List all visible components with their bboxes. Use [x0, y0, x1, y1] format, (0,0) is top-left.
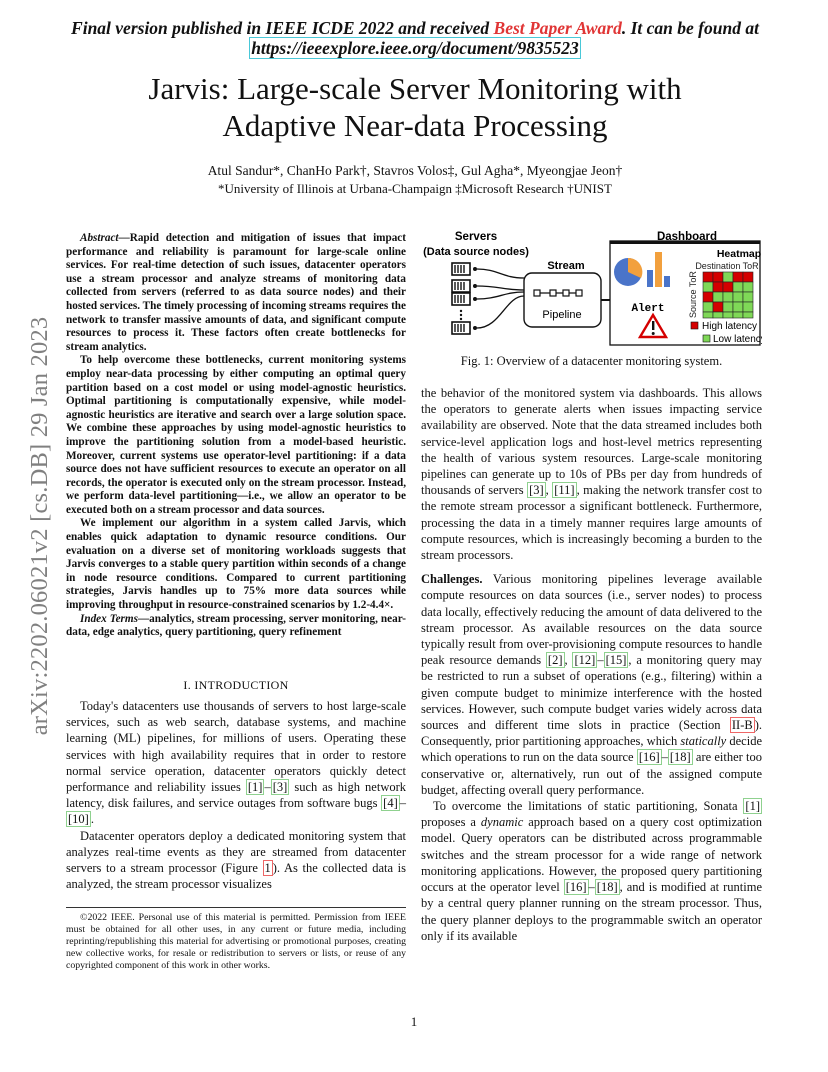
citation-link[interactable]: [3]: [529, 483, 544, 498]
pipeline-label: Pipeline: [542, 309, 582, 321]
author-list: Atul Sandur*, ChanHo Park†, Stavros Volos‡, Gul Agha*, Myeongjae Jeon†: [207, 163, 623, 178]
stream-label: Stream: [547, 260, 585, 272]
citation-link[interactable]: [18]: [669, 750, 691, 765]
copyright-footnote: ©2022 IEEE. Personal use of this material is permitted. Permission from IEEE must be obtained for all other uses, in any current or future media, including reprinting/republishing this material for advertising or promotional purposes, creating new collective works, for resale or redistribution to servers or lists, or reuse of any copyrighted component of this work in other works.: [66, 907, 406, 972]
publication-banner: [70, 18, 760, 58]
citation-link[interactable]: [10]: [68, 812, 89, 827]
abstract: [66, 232, 406, 640]
right-text: approach based on a query cost optimization model. Query operators can be distributed across programmable switches and the stream processor for a wide range of network monitoring applications. However, the proposed query partitioning occurs at the operator level: [421, 815, 762, 895]
intro-text: .: [90, 812, 94, 827]
citation-link[interactable]: [12]: [574, 653, 596, 668]
server-icon: [452, 280, 477, 292]
right-p3: [421, 798, 762, 944]
figure-ref-link[interactable]: 1: [264, 861, 271, 876]
abstract-text-1: —Rapid detection and mitigation of issues that impact performance and reliability is paramount for large-scale online services. For real-time detection of such issues, datacenter operators use a stream processor and analyze streams of monitoring data collected from servers (referred to as data source nodes) and their hosted services. The timely processing of incoming streams requires the network to transfer massive amounts of data, and significant compute resources to process it. These factors often create bottlenecks for stream analytics.: [66, 232, 406, 353]
affiliations: *University of Illinois at Urbana-Champaign ‡Microsoft Research †UNIST: [218, 181, 612, 196]
server-connectors: [477, 269, 524, 328]
ellipsis-icon: [460, 310, 462, 320]
dashboard-label: Dashboard: [656, 231, 718, 243]
heatmap-label: Heatmap: [716, 248, 762, 260]
intro-text: ). As the collected data is analyzed, the stream processor visualizes: [66, 861, 406, 892]
award-text: Best Paper Award: [493, 18, 622, 38]
right-p1: [421, 385, 762, 563]
index-terms-text: —analytics, stream processing, server monitoring, near-data, edge analytics, query partitioning, query refinement: [66, 612, 406, 639]
right-text: the behavior of the monitored system via dashboards. This allows the operators to generate alerts when issues impacting service availability are observed. Note that the data streamed includes both service-level application logs and host-level metrics representing the health of various system resources. Large-scale monitoring pipelines can generate up to 10s of PBs per day from hundreds of thousands of servers: [421, 386, 762, 498]
right-text: are either too conservative or, alternatively, run out of the assigned compute budget, affecting overall query performance.: [421, 750, 763, 797]
server-icon: [452, 322, 477, 334]
page-number: 1: [410, 1014, 418, 1029]
right-text: To overcome the limitations of static partitioning, Sonata: [433, 799, 744, 814]
index-terms: [66, 613, 406, 640]
servers-sublabel: (Data source nodes): [423, 246, 529, 258]
intro-text: –: [264, 780, 271, 795]
legend-swatch-low: [703, 335, 710, 342]
citation-link[interactable]: [1]: [745, 799, 760, 814]
citation-link[interactable]: [16]: [638, 750, 660, 765]
introduction-body: [66, 698, 406, 892]
paper-title: Jarvis: Large-scale Server Monitoring with Adaptive Near-data Processing: [148, 71, 682, 143]
abstract-p1: [66, 232, 406, 354]
server-icon: [452, 263, 477, 275]
citation-link[interactable]: [16]: [565, 880, 587, 895]
section-heading-introduction: I. INTRODUCTION: [183, 678, 289, 692]
index-terms-label: Index Terms: [80, 612, 138, 625]
figure-caption: Fig. 1: Overview of a datacenter monitoring system.: [460, 354, 723, 368]
right-column-body: [421, 385, 762, 944]
right-text: –: [588, 880, 595, 895]
citation-link[interactable]: [11]: [554, 483, 575, 498]
legend-swatch-high: [691, 322, 698, 329]
legend-low-latency: Low latency: [713, 334, 762, 345]
abstract-p3: We implement our algorithm in a system called Jarvis, which enables quick adaptation to dynamic resource conditions. Our evaluation on a diverse set of monitoring workloads suggests that Jarvis converges to a stable query partition within seconds of a change in node resource conditions. Compared to current partitioning strategies, Jarvis handles up to 75% more data sources while improving throughput in resource-constrained scenarios by 1.2-4.4×.: [66, 517, 406, 612]
destination-tor-label: Destination ToR: [695, 261, 759, 271]
right-text: –: [661, 750, 668, 765]
server-icon: [452, 293, 477, 305]
abstract-p2: To help overcome these bottlenecks, current monitoring systems employ near-data processing by either computing an optimal query partition based on a cost model or using model-agnostic heuristics. Optimal partitioning is computationally expensive, while model-agnostic heuristics are iterative and search over a large solution space. We combine these approaches by using model-agnostic heuristics to improve the partitioning solution from a model-based heuristic. Moreover, current systems use operator-level partitioning: if a data source does not have sufficient resources to execute an operator on all records, the operator is executed only on the stream processor. Instead, we perform data-level partitioning—i.e., we allow an operator to be executed both on a stream processor and data sources.: [66, 354, 406, 516]
source-tor-label: Source ToR: [688, 271, 698, 318]
right-text: –: [597, 653, 604, 668]
intro-text: Today's datacenters use thousands of servers to host large-scale services, such as web search, database systems, and machine learning (ML) pipelines, for millions of users. Operating these services with high availability requires that in order to restore normal service operation, datacenter operators quickly detect performance and reliability issues: [66, 699, 406, 795]
banner-text-2: . It can be found at: [621, 18, 759, 38]
paragraph-gap: [421, 563, 762, 571]
citation-link[interactable]: [3]: [272, 780, 288, 795]
intro-p1: [66, 698, 406, 828]
emphasis-statically: statically: [680, 734, 727, 749]
right-text: ,: [545, 483, 553, 498]
right-text: decide which operations to run on the data source: [421, 734, 762, 765]
citation-link[interactable]: [2]: [547, 653, 563, 668]
citation-link[interactable]: [1]: [247, 780, 263, 795]
abstract-label: Abstract: [80, 232, 119, 244]
right-text: proposes a: [421, 815, 481, 830]
intro-text: –: [399, 796, 406, 811]
right-text: , a monitoring query may be restricted to run a subset of operations (e.g., filtering) within a given compute budget to minimize interference with the hosted services. However, such compute budget varies widely across data sources and different time slots in practice (Section: [421, 653, 762, 733]
right-text: ,: [564, 653, 573, 668]
challenges-label: Challenges.: [421, 572, 483, 587]
citation-link[interactable]: [15]: [605, 653, 627, 668]
right-text: Various monitoring pipelines leverage available compute resources on data sources (i.e., server nodes) to process data locally, effectively reducing the amount of data delivered to the stream processor. As available resources on the data source typically result from over-provisioning compute resources to handle peak resource demands: [421, 572, 762, 668]
alert-label: Alert: [631, 303, 665, 315]
right-text: , making the network transfer cost to the remote stream processor a significant bottleneck. Furthermore, processing the data in a timely manner requires large amounts of compute resources, which is increasingly becoming a burden to the stream processors.: [421, 483, 762, 563]
figure-1: [420, 226, 762, 348]
figure-1-diagram: [420, 226, 762, 348]
citation-link[interactable]: [18]: [596, 880, 618, 895]
heatmap-grid: [703, 272, 753, 318]
intro-text: Datacenter operators deploy a dedicated monitoring system that analyzes real-time events as they are streamed from datacenter servers to a stream processor (Figure: [66, 828, 406, 876]
right-text: , and is modified at runtime by a central query planner running on the stream processor. Thus, the query planner deploys to the programmable switch an operator only if its available: [421, 880, 762, 943]
legend-high-latency: High latency: [702, 321, 758, 332]
right-text: ). Consequently, prior partitioning approaches, which: [421, 718, 762, 749]
intro-text: such as high network latency, disk failures, and service outages from software bugs: [66, 780, 407, 811]
emphasis-dynamic: dynamic: [480, 815, 524, 830]
banner-text: Final version published in IEEE ICDE 2022 and received: [71, 18, 490, 38]
right-p2: [421, 571, 762, 798]
citation-link[interactable]: [4]: [383, 796, 398, 811]
intro-p2: [66, 828, 406, 893]
section-ref-link[interactable]: II-B: [731, 718, 753, 733]
ieee-link[interactable]: https://ieeexplore.ieee.org/document/9835523: [251, 38, 579, 58]
servers-label: Servers: [454, 231, 498, 243]
arxiv-identifier[interactable]: arXiv:2202.06021v2 [cs.DB] 29 Jan 2023: [26, 316, 53, 736]
